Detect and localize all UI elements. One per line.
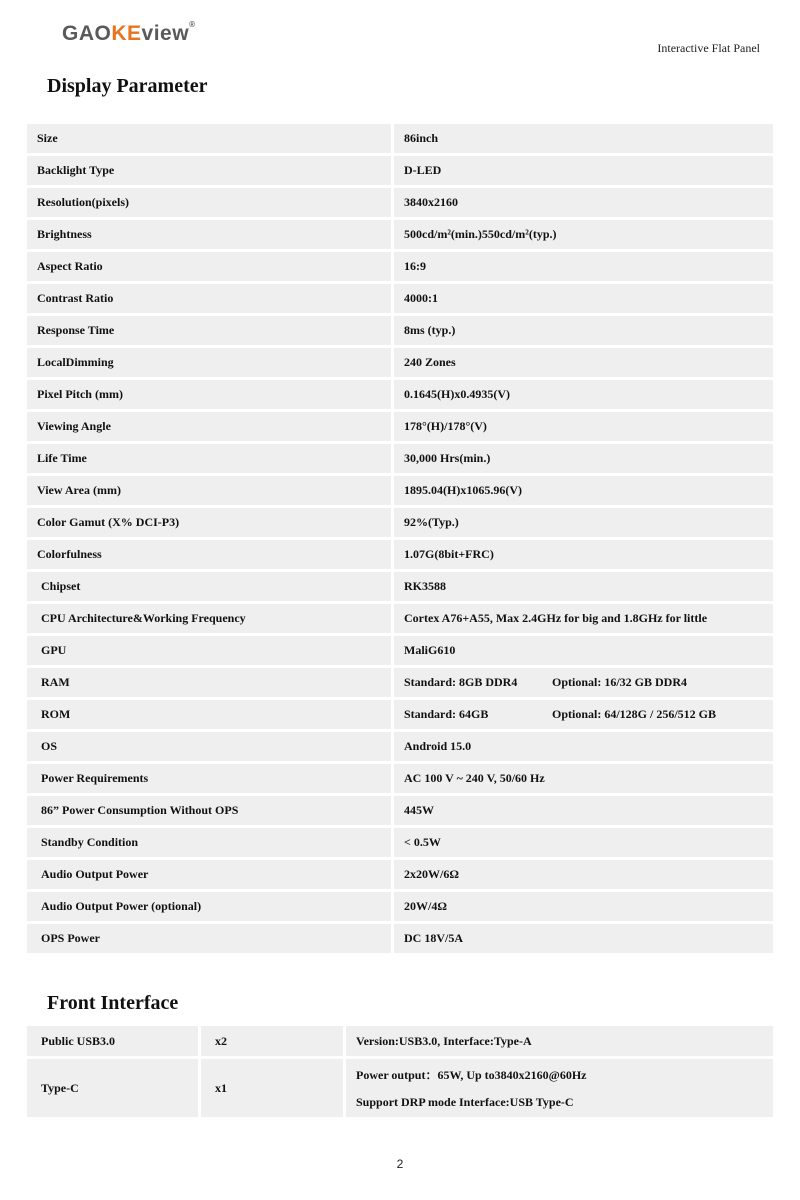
param-value-group — [394, 668, 773, 697]
param-value: 0.1645(H)x0.4935(V) — [394, 380, 773, 409]
interface-description — [346, 1059, 773, 1117]
param-value: Cortex A76+A55, Max 2.4GHz for big and 1.8GHz for little — [394, 604, 773, 633]
table-row — [27, 1059, 773, 1117]
table-row — [27, 796, 773, 825]
param-key: Colorfulness — [27, 540, 391, 569]
section-title-front-interface: Front Interface — [47, 992, 179, 1014]
table-row — [27, 668, 773, 697]
table-row — [27, 124, 773, 153]
table-row — [27, 828, 773, 857]
param-value: 3840x2160 — [394, 188, 773, 217]
param-value: 4000:1 — [394, 284, 773, 313]
table-row — [27, 732, 773, 761]
param-key: OS — [27, 732, 391, 761]
table-row — [27, 444, 773, 473]
brand-logo — [62, 22, 195, 46]
table-row — [27, 700, 773, 729]
table-row — [27, 284, 773, 313]
param-value: 8ms (typ.) — [394, 316, 773, 345]
logo-text-ke: KE — [111, 22, 142, 45]
param-key: Viewing Angle — [27, 412, 391, 441]
param-key: CPU Architecture&Working Frequency — [27, 604, 391, 633]
param-value-standard: Standard: 64GB — [404, 707, 489, 721]
param-key: Standby Condition — [27, 828, 391, 857]
param-key: Contrast Ratio — [27, 284, 391, 313]
param-value-optional: Optional: 64/128G / 256/512 GB — [552, 707, 717, 721]
section-title-display: Display Parameter — [47, 75, 208, 97]
param-key: Backlight Type — [27, 156, 391, 185]
table-row — [27, 604, 773, 633]
param-key: Resolution(pixels) — [27, 188, 391, 217]
param-key: LocalDimming — [27, 348, 391, 377]
interface-name: Public USB3.0 — [27, 1026, 198, 1056]
param-value-standard: Standard: 8GB DDR4 — [404, 675, 518, 689]
param-value: 1.07G(8bit+FRC) — [394, 540, 773, 569]
table-row — [27, 1026, 773, 1056]
table-row — [27, 892, 773, 921]
param-value: AC 100 V ~ 240 V, 50/60 Hz — [394, 764, 773, 793]
param-key: Pixel Pitch (mm) — [27, 380, 391, 409]
table-row — [27, 252, 773, 281]
param-value: 445W — [394, 796, 773, 825]
table-row — [27, 572, 773, 601]
table-row — [27, 412, 773, 441]
param-value: 92%(Typ.) — [394, 508, 773, 537]
param-value: D-LED — [394, 156, 773, 185]
table-row — [27, 636, 773, 665]
table-row — [27, 860, 773, 889]
front-interface-table — [24, 1023, 776, 1120]
param-value: 178°(H)/178°(V) — [394, 412, 773, 441]
table-row — [27, 316, 773, 345]
param-value: 20W/4Ω — [394, 892, 773, 921]
param-key: Life Time — [27, 444, 391, 473]
logo-text-view: view — [141, 22, 190, 45]
param-key: Audio Output Power (optional) — [27, 892, 391, 921]
param-value: 30,000 Hrs(min.) — [394, 444, 773, 473]
table-row — [27, 764, 773, 793]
table-row — [27, 476, 773, 505]
param-value: Android 15.0 — [394, 732, 773, 761]
param-value: 86inch — [394, 124, 773, 153]
table-row — [27, 540, 773, 569]
param-key: Aspect Ratio — [27, 252, 391, 281]
param-key: GPU — [27, 636, 391, 665]
param-value: MaliG610 — [394, 636, 773, 665]
interface-description-line: Support DRP mode Interface:USB Type-C — [356, 1095, 574, 1109]
param-key: Response Time — [27, 316, 391, 345]
interface-quantity: x2 — [201, 1026, 343, 1056]
param-key: View Area (mm) — [27, 476, 391, 505]
table-row — [27, 220, 773, 249]
param-key: Audio Output Power — [27, 860, 391, 889]
table-row — [27, 188, 773, 217]
param-value: 16:9 — [394, 252, 773, 281]
param-value-optional: Optional: 16/32 GB DDR4 — [552, 675, 688, 689]
param-value: < 0.5W — [394, 828, 773, 857]
param-key: RAM — [27, 668, 391, 697]
param-value: 2x20W/6Ω — [394, 860, 773, 889]
table-row — [27, 508, 773, 537]
interface-description-line: Power output：65W, Up to3840x2160@60Hz — [356, 1068, 587, 1082]
param-key: 86” Power Consumption Without OPS — [27, 796, 391, 825]
interface-description: Version:USB3.0, Interface:Type-A — [346, 1026, 773, 1056]
param-value: 500cd/m²(min.)550cd/m²(typ.) — [394, 220, 773, 249]
param-value: 240 Zones — [394, 348, 773, 377]
param-key: Brightness — [27, 220, 391, 249]
interface-quantity: x1 — [201, 1059, 343, 1117]
table-row — [27, 156, 773, 185]
param-key: OPS Power — [27, 924, 391, 953]
param-key: Color Gamut (X% DCI-P3) — [27, 508, 391, 537]
param-value: DC 18V/5A — [394, 924, 773, 953]
table-row — [27, 380, 773, 409]
param-key: Power Requirements — [27, 764, 391, 793]
param-value-group — [394, 700, 773, 729]
interface-name: Type-C — [27, 1059, 198, 1117]
table-row — [27, 924, 773, 953]
page-number: 2 — [396, 1157, 404, 1171]
display-parameter-table — [24, 121, 776, 956]
header-product-type: Interactive Flat Panel — [657, 41, 760, 55]
logo-registered-mark: ® — [189, 20, 196, 29]
param-key: Chipset — [27, 572, 391, 601]
logo-text-gao: GAO — [62, 22, 112, 45]
table-row — [27, 348, 773, 377]
param-key: ROM — [27, 700, 391, 729]
param-value: RK3588 — [394, 572, 773, 601]
param-value: 1895.04(H)x1065.96(V) — [394, 476, 773, 505]
param-key: Size — [27, 124, 391, 153]
